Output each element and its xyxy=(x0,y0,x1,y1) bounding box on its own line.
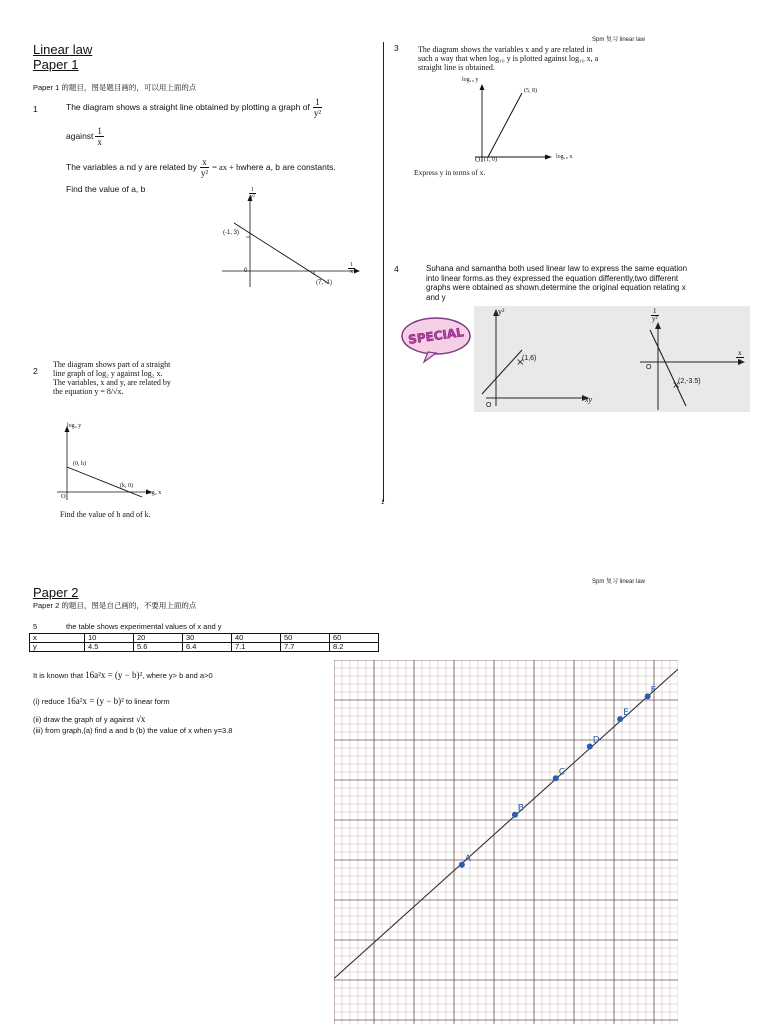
experimental-table xyxy=(29,633,379,652)
point-label: D xyxy=(592,735,600,746)
q5-part2: (ii) draw the graph of y against √x xyxy=(33,714,146,724)
q3-origin: O xyxy=(475,156,481,164)
q3-graph xyxy=(460,80,630,180)
table-cell: 60 xyxy=(330,634,379,643)
table-cell: x xyxy=(30,634,85,643)
page-title: Linear law xyxy=(33,42,93,57)
table-cell: 5.6 xyxy=(134,643,183,652)
page-mark: 1 xyxy=(381,500,385,506)
q2-x-axis-label: log₂ x xyxy=(147,490,162,496)
data-points xyxy=(459,685,656,867)
q3-footer: Express y in terms of x. xyxy=(414,168,486,177)
q4-text: Suhana and samantha both used linear law to express the same equation into linear forms.as they expressed the equation differently,two different graphs were obtained as shown,determine the original equation relating x and y xyxy=(426,264,688,302)
q3-point-label: (5, 8) xyxy=(524,88,537,94)
q4-graph2-origin: O xyxy=(646,364,652,371)
table-cell: 20 xyxy=(134,634,183,643)
q4-graph2 xyxy=(624,306,750,412)
q1-text: The diagram shows a straight line obtained by plotting a graph of xyxy=(66,102,310,112)
paper2-note: Paper 2 的题目，图是自己画的，不要用上面的点 xyxy=(33,601,197,610)
header-top-right: Spm 复习 linear law xyxy=(592,37,646,43)
point-label: E xyxy=(623,708,629,719)
table-cell: 30 xyxy=(183,634,232,643)
q3-point-label: (1, 0) xyxy=(484,157,497,163)
q2-number: 2 xyxy=(33,366,38,376)
q1-number: 1 xyxy=(33,104,38,114)
paper1-note: Paper 1 的题目，图是题目画的，可以用上面的点 xyxy=(33,83,197,92)
q2-y-axis-label: log₂ y xyxy=(67,423,82,429)
q2-point-label: (0, h) xyxy=(73,461,86,467)
q3-x-axis-label: log₁₀ x xyxy=(556,154,573,160)
q5-part3: (iii) from graph,(a) find a and b (b) the value of x when y=3.8 xyxy=(33,726,233,735)
q1-find: Find the value of a, b xyxy=(66,184,146,194)
q5-known: It is known that 16a²x = (y − b)², where y> b and a>0 xyxy=(33,670,213,680)
q3-y-axis-label: log₁₀ y xyxy=(462,77,479,83)
paper2-header-right: Spm 复习 linear law xyxy=(592,579,646,585)
q3-number: 3 xyxy=(394,43,399,53)
svg-text:×: × xyxy=(516,357,525,368)
table-cell: 7.7 xyxy=(281,643,330,652)
point-label: B xyxy=(517,803,525,814)
table-cell: 4.5 xyxy=(85,643,134,652)
q4-graph1-x-label: xy xyxy=(585,395,593,404)
q2-graph xyxy=(52,420,182,506)
q4-graph1-point: (1,6) xyxy=(522,355,537,362)
q1-origin: 0 xyxy=(244,268,248,274)
q1-point-label: (-1, 3) xyxy=(223,230,240,236)
q1-line2: against $\frac{1}{x}$ xyxy=(66,126,102,147)
point-label: C xyxy=(558,767,566,778)
q1-y-axis-label: $\frac{1}{\text{y²}}$ xyxy=(250,187,255,200)
table-cell: 8.2 xyxy=(330,643,379,652)
q5-intro: the table shows experimental values of x and y xyxy=(66,622,222,631)
table-row xyxy=(30,634,379,643)
q2-text: The diagram shows part of a straight line graph of log₂ y against log₂ x. The variables, x and y, are related by the equation y = 8/√x. xyxy=(53,360,171,396)
q4-number: 4 xyxy=(394,264,399,274)
svg-text:×: × xyxy=(672,380,681,391)
table-cell: y xyxy=(30,643,85,652)
table-cell: 50 xyxy=(281,634,330,643)
q4-graph1-y-label: y² xyxy=(498,307,505,316)
sticker-text: SPECIAL xyxy=(407,325,465,347)
q4-graph1 xyxy=(474,306,624,412)
paper2-title: Paper 2 xyxy=(33,585,79,600)
special-sticker xyxy=(398,312,474,366)
q2-origin: O xyxy=(61,493,66,500)
q4-graph2-y-label: $\frac{1}{\text{y²}}$ xyxy=(652,307,658,323)
q2-point-label: (k, 0) xyxy=(120,483,133,489)
q1-point-label: (7, -1) xyxy=(316,280,333,286)
q3-text: The diagram shows the variables x and y are related in such a way that when log₁₀ y is plotted against log₁₀ x, a straight line is obtained. xyxy=(418,45,599,72)
table-cell: 40 xyxy=(232,634,281,643)
paper1-title: Paper 1 xyxy=(33,57,79,72)
table-cell: 6.4 xyxy=(183,643,232,652)
q1-fraction: $\frac{1}{\text{y²}}$ xyxy=(313,97,322,118)
q1-line1 xyxy=(66,97,325,118)
q2-footer: Find the value of h and of k. xyxy=(60,510,151,519)
table-cell: 10 xyxy=(85,634,134,643)
q4-graph2-x-label: $\frac{x}{y}$ xyxy=(738,349,742,365)
graph-paper-chart xyxy=(334,660,678,1024)
q1-line3: The variables a nd y are related by $\frac{x}{\text{y²}}$ = ax + b where a, b are constants. xyxy=(66,157,336,178)
q1-graph xyxy=(212,187,362,297)
q4-graph1-origin: O xyxy=(486,402,492,409)
point-label: F xyxy=(650,685,656,696)
table-row xyxy=(30,643,379,652)
table-cell: 7.1 xyxy=(232,643,281,652)
q5-part1: (i) reduce 16a²x = (y − b)² to linear form xyxy=(33,696,170,706)
point-label: A xyxy=(464,853,472,864)
q1-x-axis-label: $\frac{1}{x}$ xyxy=(350,262,353,275)
column-divider xyxy=(383,42,384,502)
q4-graph2-point: (2,-3.5) xyxy=(678,378,701,385)
q5-number: 5 xyxy=(33,622,38,631)
